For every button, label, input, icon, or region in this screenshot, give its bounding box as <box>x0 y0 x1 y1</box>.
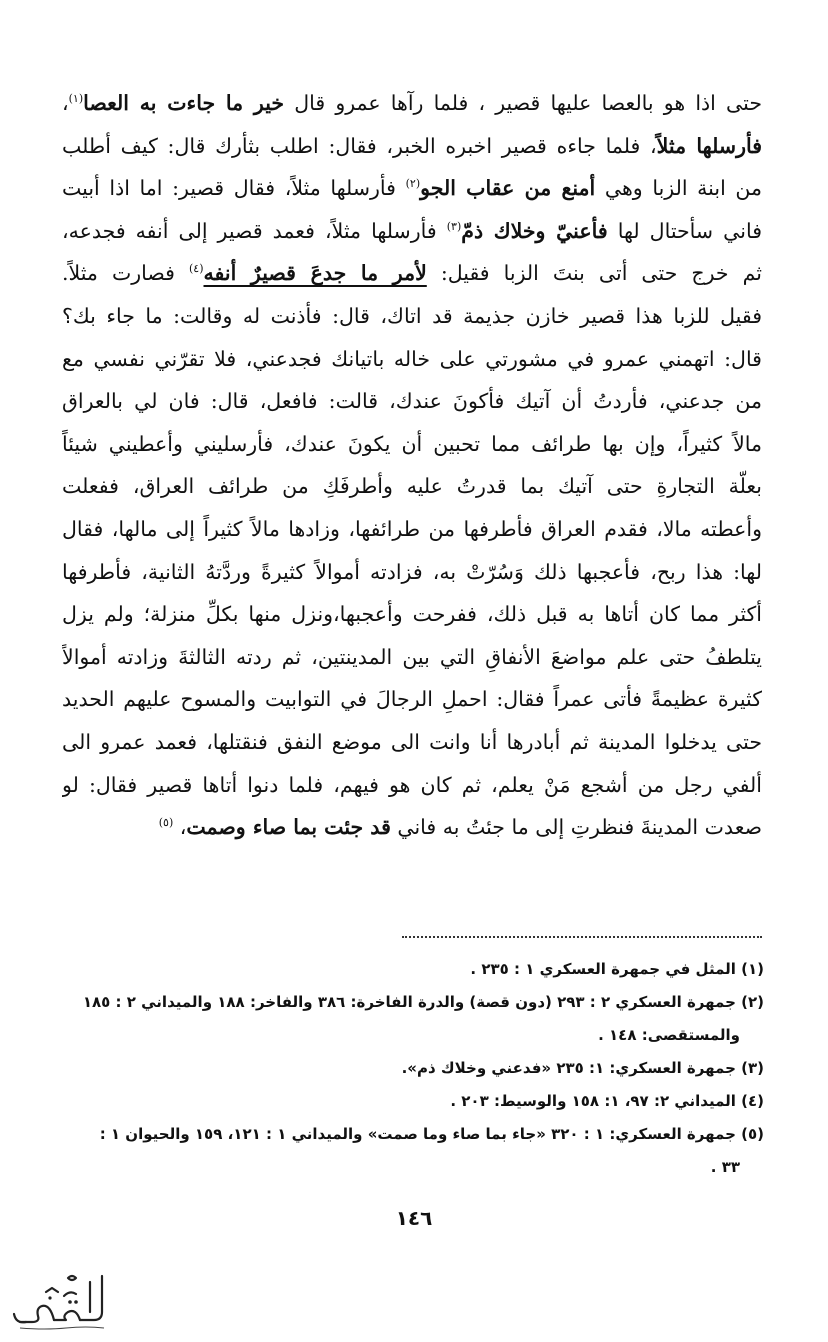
proverb: فأرسلها مثلاً <box>656 133 762 158</box>
text-line-11: وأعطته مالا، فقدم العراق فأطرفها من طرائفها، وزادها مالاً كثيراً إلى مالها، فقال <box>62 516 762 541</box>
text-line-9: مالاً كثيراً، وإن بها طرائف مما تحبين أن يكونَ عندك، فأرسليني وأعطيني شيئاً <box>62 431 762 456</box>
text-line-3: من ابنة الزبا وهي أمنع من عقاب الجو$^{(٢)}$ فأرسلها مثلاً، فقال قصير: اما اذا أبيت <box>62 176 762 201</box>
footnotes <box>38 953 764 1184</box>
proverb: خير ما جاءت به العصا <box>83 91 285 115</box>
footnote-ref: (٣) <box>446 219 462 233</box>
page-number: ١٤٦ <box>395 1206 433 1230</box>
proverb-underlined: لأمر ما جدعَ قصيرٌ أنفه <box>203 261 427 286</box>
proverb: قد جئت بما صاء وصمت <box>186 815 391 840</box>
text-line-12: لها: هذا ربح، فأعجبها ذلك وَسُرّتْ به، فزادته أموالاً كثيرةً وردَّتهُ الثانية، فأطرفها <box>62 559 762 584</box>
footnote-2-continued: والمستقصى: ١٤٨ . <box>598 1026 740 1044</box>
proverb: فأعنيّ وخلاك ذمّ <box>461 218 608 243</box>
text-line-5: ثم خرج حتى أتى بنتَ الزبا فقيل: لأمر ما جدعَ قصيرٌ أنفه$^{(٤)}$ فصارت مثلاً. <box>62 261 762 286</box>
text-line-18: صعدت المدينةَ فنظرتِ إلى ما جئتُ به فاني قد جئت بما صاء وصمت، $^{(٥)}$ <box>158 815 762 840</box>
footnote-4: (٤) الميداني ٢: ٩٧، ١: ١٥٨ والوسيط: ٢٠٣ . <box>450 1092 764 1110</box>
text-line-4: فاني سأحتال لها فأعنيّ وخلاك ذمّ$^{(٣)}$ فأرسلها مثلاً، فعمد قصير إلى أنفه فجدعه، <box>62 218 762 243</box>
text-line-14: يتلطفُ حتى علم مواضعَ الأنفاقِ التي بين المدينتين، ثم ردته الثالثةَ وزادته أموالاً <box>62 644 762 669</box>
body-text <box>62 82 762 849</box>
footnote-divider <box>402 936 762 938</box>
footnote-5-continued: ٣٣ . <box>710 1158 740 1176</box>
text-line-15: كثيرة عظيمةً فأتى عمراً فقال: احملِ الرجالَ في التوابيت والمسوح عليهم الحديد <box>62 687 762 712</box>
text-line-2: فأرسلها مثلاً، فلما جاءه قصير اخبره الخبر، فقال: اطلب بثأرك قال: كيف أطلب <box>62 133 762 158</box>
text-line-13: أكثر مما كان أتاها به قبل ذلك، ففرحت وأعجبها،ونزل منها بكلِّ منزلة؛ ولم يزل <box>62 602 762 627</box>
proverb: أمنع من عقاب الجو <box>420 176 596 201</box>
footnote-ref: (٥) <box>158 816 174 830</box>
footnote-ref: (١) <box>68 92 84 106</box>
text-line-6: فقيل للزبا هذا قصير خازن جذيمة قد اتاك، قال: فأذنت له وقالت: ما جاء بك؟ <box>62 303 762 328</box>
text-line-1: حتى اذا هو بالعصا عليها قصير ، فلما رآها عمرو قال خير ما جاءت به العصا$^{(١)}$، <box>62 91 762 115</box>
text-line-17: ألفي رجل من أشجع مَنْ يعلم، ثم كان هو فيهم، فلما دنوا أتاها قصير فقال: لو <box>62 772 762 797</box>
footnote-ref: (٢) <box>405 177 421 191</box>
text-line-10: بعلّة التجارةِ حتى آتيك بما قدرتُ عليه وأطرفَكِ من طرائف العراق، ففعلت <box>62 474 762 499</box>
footnote-5: (٥) جمهرة العسكري: ١ : ٣٢٠ «جاء بما صاء وما صمت» والميداني ١ : ١٢١، ١٥٩ والحيوان ١ : <box>99 1125 764 1143</box>
footnote-ref: (٤) <box>188 262 204 276</box>
text-line-8: من جدعني، فأردتُ أن آتيك فأكونَ عندك، قالت: فافعل، قال: فان لي بالعراق <box>62 389 762 414</box>
footnote-1: (١) المثل في جمهرة العسكري ١ : ٢٣٥ . <box>470 960 764 978</box>
footnote-3: (٣) جمهرة العسكري: ١: ٢٣٥ «فدعني وخلاك ذم». <box>401 1059 764 1077</box>
calligraphy-stamp-icon <box>6 1268 116 1334</box>
text-line-16: حتى يدخلوا المدينة ثم أبادرها أنا وانت الى موضع النفق فنقتلها، فعمد عمرو الى <box>62 729 762 754</box>
footnote-2: (٢) جمهرة العسكري ٢ : ٢٩٣ (دون قصة) والدرة الفاخرة: ٣٨٦ والفاخر: ١٨٨ والميداني ٢ : ١٨٥ <box>82 993 764 1011</box>
text-line-7: قال: اتهمني عمرو في مشورتي على خاله باتيانك فجدعني، فلا تقرّني نفسي مع <box>62 346 762 371</box>
